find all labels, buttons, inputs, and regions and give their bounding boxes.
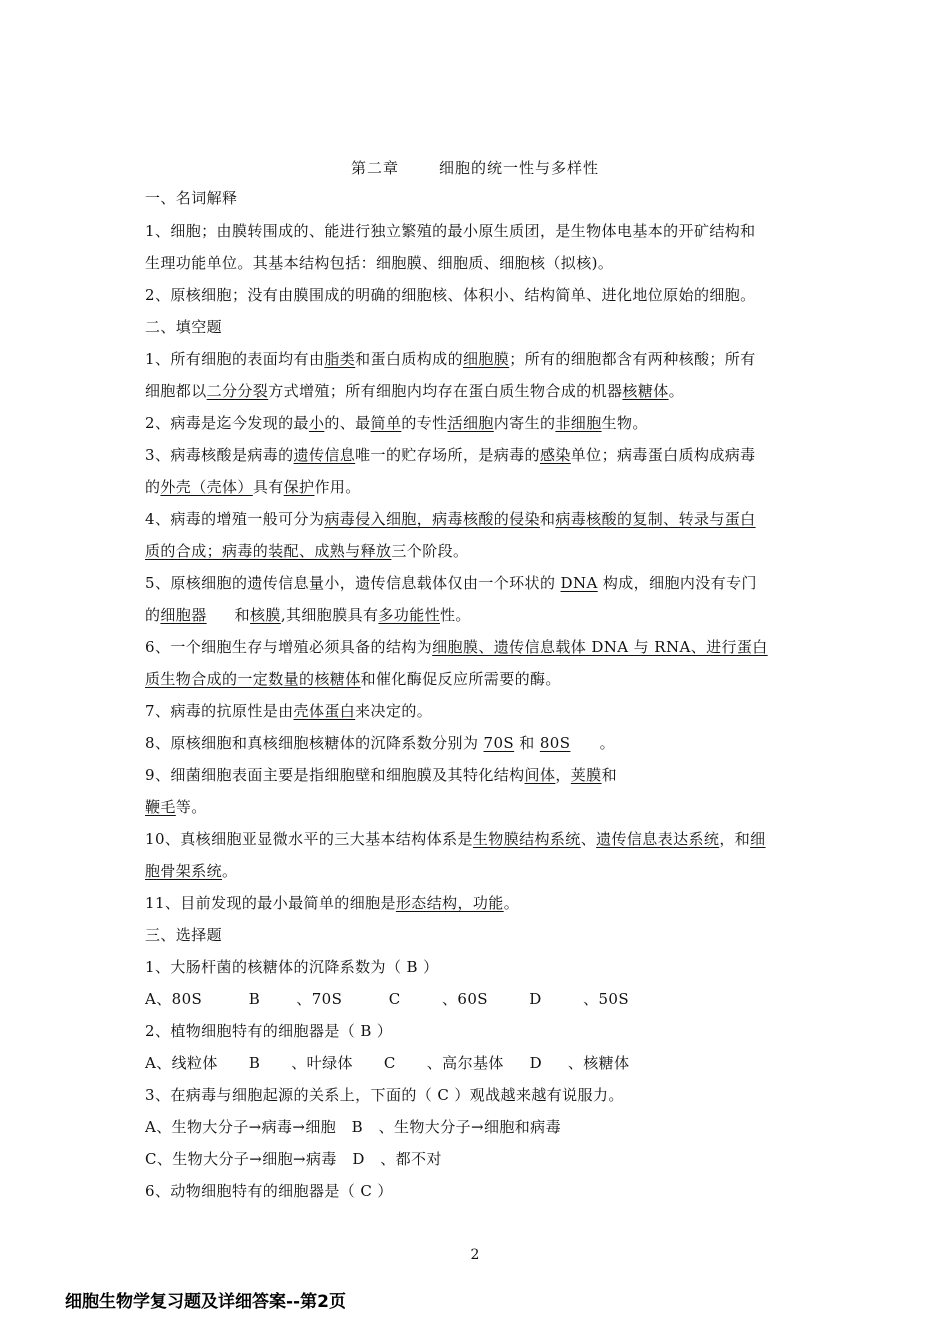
answer: DNA: [560, 574, 598, 592]
choice-question-1: 1、大肠杆菌的核糖体的沉降系数为（ B ）: [145, 958, 439, 976]
answer: 80S: [539, 734, 571, 752]
choice-options-3b: C、生物大分子→细胞→病毒 D 、都不对: [145, 1150, 442, 1168]
answer: 形态结构，功能: [395, 894, 504, 912]
answer: 脂类: [324, 350, 356, 368]
answer: 鞭毛: [145, 798, 176, 816]
answer: 细胞膜: [462, 350, 510, 368]
answer: 细: [750, 830, 766, 848]
answer: 胞骨架系统: [145, 862, 223, 880]
answer: 活细胞: [447, 414, 494, 432]
answer: 生物膜结构系统: [472, 830, 581, 848]
answer: 70S: [483, 734, 515, 752]
answer: 病毒核酸的复制、转录与蛋白: [555, 510, 756, 528]
answer: 简单: [370, 414, 402, 432]
fill-item-1-line-2: 细胞都以二分分裂方式增殖；所有细胞内均存在蛋白质生物合成的机器核糖体。: [145, 382, 685, 400]
chapter-number: 第二章: [350, 159, 399, 177]
choice-options-3a: A、生物大分子→病毒→细胞 B 、生物大分子→细胞和病毒: [145, 1118, 561, 1136]
answer: 壳体蛋白: [293, 702, 356, 720]
choice-options-1: A、80S B 、70S C 、60S D 、50S: [145, 990, 630, 1008]
choice-question-3: 3、在病毒与细胞起源的关系上，下面的（ C ）观战越来越有说服力。: [145, 1086, 624, 1104]
answer: 非细胞: [555, 414, 602, 432]
fill-item-6-line-2: 质生物合成的一定数量的核糖体和催化酶促反应所需要的酶。: [145, 670, 561, 688]
answer: 感染: [539, 446, 571, 464]
fill-item-1-line-1: 1、所有细胞的表面均有由脂类和蛋白质构成的细胞膜；所有的细胞都含有两种核酸；所有: [145, 350, 756, 368]
fill-item-9-line-1: 9、细菌细胞表面主要是指细胞壁和细胞膜及其特化结构间体，荚膜和: [145, 766, 617, 784]
fill-item-9-line-2: 鞭毛等。: [145, 798, 207, 816]
answer: 遗传信息表达系统: [596, 830, 720, 848]
answer: 保护: [283, 478, 315, 496]
answer: 多功能性: [378, 606, 441, 624]
chapter-name: 细胞的统一性与多样性: [439, 159, 600, 177]
fill-item-7: 7、病毒的抗原性是由壳体蛋白来决定的。: [145, 702, 433, 720]
answer: 遗传信息: [293, 446, 356, 464]
answer: 荚膜: [570, 766, 602, 784]
fill-item-3-line-2: 的外壳（壳体）具有保护作用。: [145, 478, 361, 496]
choice-question-2: 2、植物细胞特有的细胞器是（ B ）: [145, 1022, 393, 1040]
page-number: 2: [470, 1247, 480, 1263]
answer: 细胞器: [160, 606, 207, 624]
answer: 质生物合成的一定数量的核糖体: [145, 670, 361, 688]
fill-item-8: 8、原核细胞和真核细胞核糖体的沉降系数分别为 70S 和 80S 。: [145, 734, 615, 752]
chapter-title: [0, 157, 950, 178]
answer: 核膜: [250, 606, 281, 624]
fill-item-4-line-2: 质的合成；病毒的装配、成熟与释放三个阶段。: [145, 542, 469, 560]
fill-item-2: 2、病毒是迄今发现的最小的、最简单的专性活细胞内寄生的非细胞生物。: [145, 414, 648, 432]
footer-caption: 细胞生物学复习题及详细答案--第2页: [65, 1292, 346, 1312]
answer: 核糖体: [622, 382, 669, 400]
choice-question-6: 6、动物细胞特有的细胞器是（ C ）: [145, 1182, 393, 1200]
answer: 质的合成；病毒的装配、成熟与释放: [145, 542, 392, 560]
fill-item-5-line-2: 的细胞器 和核膜,其细胞膜具有多功能性性。: [145, 606, 471, 624]
answer: 二分分裂: [206, 382, 269, 400]
section-heading-multiple-choice: 三、选择题: [145, 926, 223, 944]
fill-item-11: 11、目前发现的最小最简单的细胞是形态结构，功能。: [145, 894, 520, 912]
answer: 病毒侵入细胞，病毒核酸的侵染: [324, 510, 540, 528]
fill-item-6-line-1: 6、一个细胞生存与增殖必须具备的结构为细胞膜、遗传信息载体 DNA 与 RNA、进行蛋白: [145, 638, 768, 656]
choice-options-2: A、线粒体 B 、叶绿体 C 、高尔基体 D 、核糖体: [145, 1054, 630, 1072]
fill-item-3-line-1: 3、病毒核酸是病毒的遗传信息唯一的贮存场所，是病毒的感染单位；病毒蛋白质构成病毒: [145, 446, 756, 464]
fill-item-4-line-1: 4、病毒的增殖一般可分为病毒侵入细胞，病毒核酸的侵染和病毒核酸的复制、转录与蛋白: [145, 510, 756, 528]
answer: 小: [308, 414, 325, 432]
fill-item-10-line-2: 胞骨架系统。: [145, 862, 238, 880]
answer: 细胞膜、遗传信息载体 DNA 与 RNA、进行蛋白: [432, 638, 768, 656]
section-heading-fill-in: 二、填空题: [145, 318, 223, 336]
definition-cell-line-2: 生理功能单位。其基本结构包括：细胞膜、细胞质、细胞核（拟核)。: [145, 254, 614, 272]
definition-cell-line-1: 1、细胞；由膜转围成的、能进行独立繁殖的最小原生质团，是生物体电基本的开矿结构和: [145, 222, 756, 240]
definition-prokaryote: 2、原核细胞；没有由膜围成的明确的细胞核、体积小、结构简单、进化地位原始的细胞。: [145, 286, 756, 304]
fill-item-5-line-1: 5、原核细胞的遗传信息量小，遗传信息载体仅由一个环状的 DNA 构成，细胞内没有专门: [145, 574, 757, 592]
section-heading-definitions: 一、名词解释: [145, 189, 238, 207]
answer: 间体: [524, 766, 556, 784]
fill-item-10-line-1: 10、真核细胞亚显微水平的三大基本结构体系是生物膜结构系统、遗传信息表达系统，和细: [145, 830, 766, 848]
answer: 外壳（壳体）: [160, 478, 253, 496]
